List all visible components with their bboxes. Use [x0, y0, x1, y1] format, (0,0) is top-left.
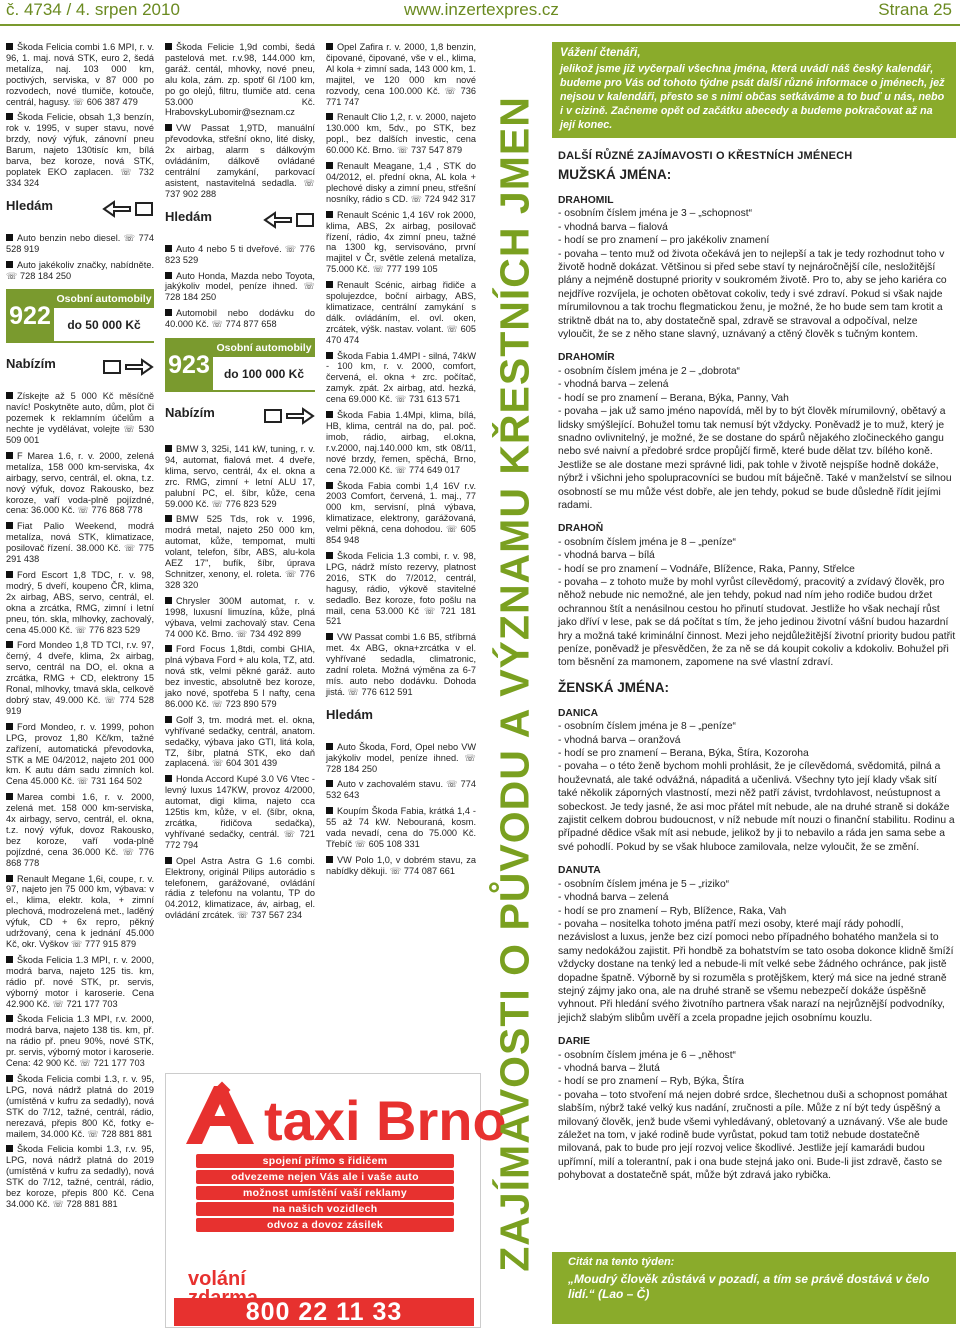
name-entry — [558, 194, 956, 341]
bullet-square-icon — [326, 352, 333, 359]
classified-ad — [6, 451, 154, 516]
bullet-square-icon — [326, 162, 333, 169]
name-detail: - hodí se pro znamení – Ryb, Blížence, Raka, Vah — [558, 905, 787, 917]
ad-text: Ford Mondeo 1,8 TD TCI, r.v. 97, černý, 4 dveře, klima, 2x airbag, servo, centrál na DO, el. okna a zrcátka, RMG + CD, elektrony 15 Ronal, mlhovky, tmavá skla, celkově dobrý stav, 49.000 Kč. ☏ 774 528 919 — [6, 640, 154, 716]
ads-group — [6, 233, 154, 282]
bullet-square-icon — [165, 645, 172, 652]
classified-ad — [165, 596, 315, 640]
ad-text: Automobil nebo dodávku do 40.000 Kč. ☏ 774 877 658 — [165, 308, 315, 330]
classified-ad — [6, 42, 154, 107]
page-header — [0, 0, 960, 26]
ad-text: Škoda Fabia 1.4Mpi, klima, bílá, HB, klima, centrál na do, pal. poč. imob, rádio, airbag, el.okna, r.v.2000, naj.140.000 km, stk 08/11, nové brzdy, řemen, spěchá, Brno, cena 72.000 Kč. ☏ 774 649 017 — [326, 410, 476, 475]
name-detail: - hodí se pro znamení – pro jakékoliv znamení — [558, 235, 770, 247]
ads-group — [326, 42, 476, 698]
bullet-square-icon — [165, 445, 172, 452]
classified-ad — [165, 271, 315, 304]
free-call-label: volání — [188, 1268, 246, 1290]
ads-group — [165, 42, 315, 200]
header-divider — [0, 24, 960, 26]
classified-ad — [326, 855, 476, 877]
bullet-square-icon — [165, 245, 172, 252]
service-item: odvoz a dovoz zásilek — [196, 1218, 454, 1232]
classified-ad — [326, 742, 476, 775]
bullet-square-icon — [6, 392, 13, 399]
ads-group — [165, 244, 315, 330]
category-number: 922 — [6, 291, 54, 341]
classified-ad — [165, 774, 315, 850]
ad-text: Ford Mondeo, r. v. 1999, pohon LPG, provoz 1,80 Kč/km, tažné zařízení, automatická převodovka, STK a ME 04/2012, najeto 201 000 km. K autu dám sadu zimních kol. Cena 45.000 Kč. ☏ 731 164 502 — [6, 721, 154, 787]
classified-ad — [6, 260, 154, 282]
ad-text: Renault Scénic 1,4 16V rok 2000, klima, ABS, 2x airbag, posilovač řízení, rádio, 4x zimní pneu, tažné na 1300 kg, servisováno, první majitel v Čr, světle zelená metalíza, 75.000 Kč. ☏ 777 199 105 — [326, 209, 476, 275]
name-entry — [558, 1035, 956, 1182]
classified-ad — [6, 521, 154, 565]
bullet-square-icon — [165, 716, 172, 723]
classified-ad — [6, 722, 154, 787]
section-nabizim — [165, 404, 315, 428]
bullet-square-icon — [6, 793, 13, 800]
classified-ad — [165, 308, 315, 330]
intro-greeting: Vážení čtenáři, — [560, 47, 641, 59]
name-detail: - povaha – o této ženě bychom mohli prohlásit, že je cílevědomá, svědomitá, pilná a houževnatá, ale také odvážná, nápaditá a učenlivá. Všechny tyto její klady však sití také několik záporných vlastností, mezi něž patří závist, tvrdohlavost, neústupnost a sobeckost. Je tedy jasné, že asi moc přátel mít nebude, ale na druhé straně si dokáže zajistit celkem dobrou budoucnost, v níž nebude mít nouzi o finanční stabilitu. Rodinu a případné dědice však mít asi nebude, jelikož by ji to nebavilo a ráda jen sama sebe a své pohodlí. Pokud by se však hluboce zamilovala, nelze vyloučit, že se změní. — [558, 761, 955, 853]
classified-ad — [326, 779, 476, 801]
section-hledam — [6, 197, 154, 221]
ad-text: Renault Megane 1,6i, coupe, r. v. 97, najeto jen 75 000 km, výbava: v el., klima, elektr. kola, + zimní plechová, modrozelená met., laděný výfuk, CD + 6x repro, pěkný udržovaný, cena k jednání 45.000 Kč, okr. Vyškov ☏ 777 915 879 — [6, 873, 154, 949]
ad-text: Marea combi 1.6, r. v. 2000, zelená met. 158 000 km-serviska, 4x airbagy, servo, centrál, el. okna, t.z. nový výfuk, dovoz Rakousko, bez koroze, vaří voda-plně pojízdné, cena 36.000 Kč. ☏ 776 868 778 — [6, 792, 154, 868]
article-subtitle: DALŠÍ RŮZNÉ ZAJÍMAVOSTI O KŘESTNÍCH JMÉNECH — [558, 150, 853, 162]
weekly-quote — [552, 1252, 956, 1324]
ad-text: BMW 3, 325i, 141 kW, tuning, r. v. 94, automat, fialová met. 4 dveře, klima, servo, centrál, 4x el. okna a zrc. RMG, zimní + letní ALU 17, palubní PC, el. šíbr, kůže, cena 59.000 Kč. ☏ 776 823 529 — [165, 444, 315, 509]
vertical-title-text: ZAJÍMAVOSTI O PŮVODU A VÝZNAMU KŘESTNÍCH JMEN — [491, 96, 538, 1272]
service-item: na našich vozidlech — [196, 1202, 454, 1216]
ad-text: Opel Astra Astra G 1.6 combi. Elektrony, originál Pilips autorádio s telefonem, garážované, ovládání rádia z telefonu na volantu, TP do 04.2012, klimatizace, áv, airbag, el. ovládání zrcátek. ☏ 737 567 234 — [165, 855, 315, 921]
classified-ad — [165, 444, 315, 509]
bullet-square-icon — [326, 780, 333, 787]
bullet-square-icon — [326, 552, 333, 559]
ad-text: Ford Escort 1,8 TDC, r. v. 98, modrý, 5 dveří, koupeno ČR, klima, 2x airbag, ABS, servo, centrál, el. okna a zrcátka, RMG, zimní i letní pneu, tón. skla, mlhovky, zachovalý, cena 45.000 Kč. ☏ 776 823 529 — [6, 570, 154, 635]
name-detail: - vhodná barva – zelená — [558, 892, 669, 904]
classified-ad — [6, 570, 154, 635]
category-price: do 100 000 Kč — [223, 367, 305, 382]
ad-text: Škoda Felicia combi 1.6 MPI, r. v. 96, 1. maj. nová STK, euro 2, šedá metalíza, naj. 103 000 km, poctivých, serviska, v 87 000 po rozvodech, nové tlumiče, kotouče, centrál, hagusy. ☏ 606 387 479 — [6, 42, 154, 107]
bullet-square-icon — [6, 571, 13, 578]
ad-text: Fiat Palio Weekend, modrá metalíza, nová STK, klimatizace, posilovač řízení. 38.000 Kč. ☏ 775 291 438 — [6, 521, 154, 565]
bullet-square-icon — [6, 875, 13, 882]
ad-text: Auto 4 nebo 5 ti dveřové. ☏ 776 823 529 — [165, 243, 315, 265]
classified-ad — [6, 1074, 154, 1139]
website-link[interactable]: www.inzertexpres.cz — [404, 0, 559, 19]
classified-ad — [165, 123, 315, 199]
name-detail: - povaha – tento muž od života očekává jen to nejlepší a tak je tedy rozhodnut toho v životě hodně dokázat. Většinou si před sebe staví ty nejnáročnější cíle, nesložitější plány a nejméně dostupné priority v soukromém životě. Pro to, aby se jeho kariéra co nejdříve rozvíjela, je ochoten obětovat cokoliv, tedy i své zdraví. Pokud si však najde mírumilovnou a tak trochu flegmatickou ženu, je možné, že ho bude sem tam krotit a striktně dbát na to, aby dostatečně spal, zdravě se stravoval a odpočíval, nelze vyloučit, že se z něho stane slavný, uznávaný a ctěný člověk s tučným kontem. — [558, 248, 947, 341]
classified-ad — [6, 955, 154, 1010]
classified-ad — [6, 1014, 154, 1069]
ad-text: Škoda Fabia combi 1,4 16V r.v. 2003 Comfort, červená, 1. maj., 77 000 km, servisní, plná výbava, klimatizace, elektrony, garážovaná, velmi pěkná, cena dohodou. ☏ 605 854 948 — [326, 480, 476, 546]
page-number: Strana 25 — [878, 0, 952, 19]
ad-text: VW Polo 1,0, v dobrém stavu, za nabídky děkuji. ☏ 774 087 661 — [326, 854, 476, 876]
name-detail: - hodí se pro znamení – Ryb, Býka, Štíra — [558, 1076, 745, 1088]
section-nabizim — [6, 355, 154, 379]
ad-text: Škoda Felicia 1.3 combi, r. v. 98, LPG, nádrž místo rezervy, platnost 2016, STK do 7/2012, centrál, hagusy, rádio, výkově stavitelné sedadlo. Bez koroze, foto pošlu na mail, cena 53.000 Kč ☏ 721 181 521 — [326, 550, 476, 627]
section-label: Nabízím — [165, 405, 215, 421]
quote-text: „Moudrý člověk zůstává v pozadí, a tím se právě dostává v čelo lidí.“ (Lao – Č) — [568, 1272, 930, 1301]
classifieds-column-2-continued — [165, 444, 315, 1064]
classifieds-column-1 — [6, 42, 154, 1324]
taxi-logo — [180, 1082, 507, 1152]
bullet-square-icon — [6, 956, 13, 963]
ad-text: BMW 525 Tds, rok v. 1996, modrá metal, najeto 250 000 km, automat, kůže, tempomat, multi volant, telefon, šíbr, ABS, alu-kola AEZ 17", bufík, šíbr, úprava Schnitzer, xenony, el. roleta. ☏ 776 328 320 — [165, 514, 315, 590]
name-detail: - osobním číslem jména je 8 – „peníze“ — [558, 536, 736, 548]
ad-text: Renault Scénic, airbag řidiče a spolujezdce, boční airbagy, ABS, klimatizace, centrální zamykání s dálk. ovládáním, el. ovl. oken, zrcátek, výšk. nastav. volant. ☏ 605 470 474 — [326, 280, 476, 345]
section-hledam — [326, 706, 476, 730]
name-title: DANUTA — [558, 865, 601, 877]
bullet-square-icon — [326, 482, 333, 489]
classified-ad — [326, 351, 476, 406]
vertical-title — [486, 44, 544, 1324]
ad-text: Škoda Felicie 1,9d combi, šedá pastelová met. r.v.98, 144.000 km, garáž. centál, mhovky, nové pneu, alu kola, zám. zp. spotř 6l /100 km, po go olejů, filtru, tlumiče atd. cena 53.000 Kč. HrabovskyLubomir@seznam.cz — [165, 42, 315, 118]
name-detail: - vhodná barva – bílá — [558, 550, 655, 562]
bullet-square-icon — [165, 857, 172, 864]
bullet-square-icon — [6, 723, 13, 730]
section-label: Hledám — [326, 706, 373, 722]
section-label: Nabízím — [6, 356, 56, 372]
bullet-square-icon — [6, 1015, 13, 1022]
classified-ad — [326, 210, 476, 275]
ad-text: Ford Focus 1,8tdi, combi GHIA, plná výbava Ford + alu kola, TZ, atd. nová stk, velmi pěkné garáž. auto bez investic, absolutně bez koroze, jako nové, spotřeba 5 l nafty, cena 86.000 Kč. ☏ 723 890 579 — [165, 644, 315, 709]
bullet-square-icon — [326, 856, 333, 863]
bullet-square-icon — [165, 124, 172, 131]
name-entry — [558, 707, 956, 854]
name-title: DRAHOMÍR — [558, 352, 615, 364]
name-title: DRAHOMIL — [558, 195, 614, 206]
name-detail: - osobním číslem jména je 2 – „dobrota“ — [558, 365, 740, 377]
name-title: DARIE — [558, 1036, 591, 1048]
name-detail: - hodí se pro znamení – Berana, Býka, Štíra, Kozoroha — [558, 748, 809, 760]
classified-ad — [326, 632, 476, 697]
taxi-brno-ad — [165, 1073, 507, 1328]
classified-ad — [6, 391, 154, 446]
classified-ad — [165, 514, 315, 590]
car-arrow-left-icon — [102, 199, 154, 219]
ad-text: Renault Clio 1,2, r. v. 2000, najeto 130.000 km, 5dv., po STK, bez popl., bez dalších investic, cena 60.000 Kč. Brno. ☏ 737 547 879 — [326, 112, 476, 156]
article-intro — [552, 42, 956, 138]
name-detail: - povaha – nositelka tohoto jména patří mezi osoby, které mají rády pohodlí, nezávislost a luxus, jenže bez cizí pomoci nebo případného bohatého manžela si to samy nedokážou zajistit. Při hondbě za bohatstvím se tato osoba dokonce klidně šmíží vždycky dostane na tenký led a nebude-li mít velké sebe žádného ochránce, pak jistě dopadne špatně. Výborně by si rozuměla s protějškem, který má sice na jedné straně stejný zájmy jako ona, ale na druhé straně se všemu nebezpečí dokáže úspěšně vyhnout. Při hledání svého životního partnera však narazí na nejrůznější podvodníky, jejichž slabým slibům uvěří a zcela propadne jejich osobnímu kouzlu. — [558, 918, 954, 1024]
classified-ad — [165, 244, 315, 266]
bullet-square-icon — [6, 641, 13, 648]
bullet-square-icon — [326, 281, 333, 288]
classified-ad — [165, 644, 315, 709]
name-detail: - hodí se pro znamení – Vodnáře, Blížence, Raka, Panny, Střelce — [558, 563, 855, 575]
ad-text: Škoda Felicia 1.3 MPI, r. v. 2000, modrá barva, najeto 125 tis. km, rádio př. nové STK, pr. servis, výborný motor i karoserie. Cena 42.900 Kč. ☏ 721 177 703 — [6, 954, 154, 1009]
ad-text: Auto v zachovalém stavu. ☏ 774 532 643 — [326, 779, 476, 801]
name-entry — [558, 522, 956, 669]
ad-text: Škoda Fabia 1.4MPI - silná, 74kW - 100 km, r. v. 2000, comfort, červená, el. okna + zrc. počítač, zamyk. zpát. 2x airbag, atd. hezká, cena 69.000 Kč. ☏ 731 613 571 — [326, 350, 476, 405]
service-list — [196, 1154, 454, 1234]
bullet-square-icon — [326, 113, 333, 120]
ad-text: Opel Zafira r. v. 2000, 1,8 benzin, čipované, čipované, vše v el., klima, Al kola + zimní sada, 143 000 km, 1. majitel, ve 120 000 km nové rozvody, cena 100.000 Kč. ☏ 736 771 747 — [326, 42, 476, 107]
bullet-square-icon — [6, 261, 13, 268]
ad-text: Koupím Škoda Fabia, krátká 1,4 - 55 až 74 kW. Nebouraná, kosm. vada nevadí, cena do 75.000 Kč. Třebíč ☏ 605 108 331 — [326, 806, 476, 849]
ad-text: Auto Honda, Mazda nebo Toyota, jakýkoliv model, peníze ihned. ☏ 728 184 250 — [165, 270, 315, 303]
category-badge — [165, 338, 315, 392]
classified-ad — [165, 856, 315, 921]
ad-text: Auto jakékoliv značky, nabídněte. ☏ 728 184 250 — [6, 259, 154, 281]
ad-text: Chrysler 300M automat, r. v. 1998, luxusní limuzína, kůže, plná výbava, velmi zachovalý stav. Cena 74 000 Kč. Brno. ☏ 734 492 899 — [165, 595, 315, 639]
name-detail: - vhodná barva – žlutá — [558, 1062, 660, 1074]
service-item: možnost umístění vaší reklamy — [196, 1186, 454, 1200]
ads-group — [326, 742, 476, 877]
bullet-square-icon — [326, 633, 333, 640]
taxi-phone[interactable]: 800 22 11 33 — [174, 1298, 474, 1326]
category-title: Osobní automobily — [54, 291, 154, 308]
female-names — [552, 707, 956, 1183]
name-detail: - osobním číslem jména je 5 – „riziko“ — [558, 878, 730, 890]
ads-group — [165, 444, 315, 921]
classified-ad — [326, 42, 476, 107]
name-detail: - povaha – jak už samo jméno napovídá, měl by to být člověk mírumilovný, obětavý a lidsky smýšlející. Bohužel tomu tak nemusí být vždycky. Poněvadž je to muž, který je snadno ovlivnitelný, je možné, že se dostane do spárů nějakého zločineckého gangu nebo své naivní a předobré srdce propůjčí firmě, které bude dělat tzv. bílého koně. Jestliže se ale dostane mezi správné lidi, pak tohle v životě nejspíše hodně dokáže, nýbrž i všichni jeho spolupracovníci se budou mít báječně. Také v manželství se silnou osobností se mu může vést dobře, ale jen tehdy, pokud se bude důsledně řídit jejími radami. — [558, 406, 952, 511]
car-arrow-right-icon — [102, 357, 154, 377]
bullet-square-icon — [165, 272, 172, 279]
ad-text: F Marea 1.6, r. v. 2000, zelená metalíza, 158 000 km-serviska, 4x airbagy, servo, centrál, el. okna, t.z. nový výfuk, dovoz Rakousko, bez koroze, vaří voda-plně pojízdné, cena: 36.000 Kč. ☏ 776 868 778 — [6, 450, 154, 516]
name-detail: - povaha – z tohoto muže by mohl vyrůst cílevědomý, pracovitý a zvídavý člověk, pro něhož nebude nic nemožné, ale jen tehdy, pokud nad ním jeho rodiče budou držet ochrannou štít a nenásilnou cestou ho přinutí studovat. Jestliže ho však nechají růst jako dříví v lese, pak se dá počítat s tím, že jeho jedinou životní vášní budou hazardní hry a možná také kriminální činnost. Mezi jeho nejdůležitější životní priority budou patřit peníze, poněvadž je přesvědčen, že za ně se dá koupit cokoliv a kdokoliv. Bohužel při tom běsnění za mamonem, zapomene na své vlastní zdraví. — [558, 576, 956, 669]
bullet-square-icon — [6, 234, 13, 241]
ads-group — [6, 391, 154, 1209]
name-detail: - povaha – toto stvoření má nejen dobré srdce, šlechetnou duši a schopnost pomáhat slabším, nýbrž také velký kus nadání, zručnosti a píle. Může z ní být tedy úspěšný a milovaný člověk, jenž bude všemi vyhledávaný, obletovaný a uznávaný. Vše ale bude záležet na tom, v jaké rodině bude vyrůstat, pokud tam totiž nebude dostatečně milovaná, pak to bude pro její rozvoj velice škodlivé. Jestliže její kamarádi budou upřímní, milí a tolerantní, pak i ona bude stejná jako oni. Bude-li jist zdravě, často se pohybovat a dostatečně spát, může být zdravá jako rybička. — [558, 1089, 948, 1182]
classified-ad — [6, 1144, 154, 1209]
bullet-square-icon — [326, 743, 333, 750]
bullet-square-icon — [326, 43, 333, 50]
classified-ad — [326, 112, 476, 156]
issue-info: č. 4734 / 4. srpen 2010 — [6, 0, 180, 19]
classified-ad — [6, 233, 154, 255]
category-badge — [6, 289, 154, 343]
ad-text: Renault Meagane, 1,4 , STK do 04/2012, el. přední okna, AL kola + plechové disky a zimní pneu, střešní nosníky, rádio s CD. ☏ 724 942 317 — [326, 161, 476, 204]
classified-ad — [326, 161, 476, 205]
section-hledam — [165, 208, 315, 232]
ad-text: Škoda Felicia kombi 1.3, r.v. 95, LPG, nová nádrž platná do 2019 (umístěná v kufru za sedadly), nová STK do 7/12, tažné, centrál, rádio, bez koroze, přepis 800 Kč. Cena 34.000 Kč. ☏ 728 881 881 — [6, 1144, 154, 1209]
name-title: DRAHOŇ — [558, 523, 604, 535]
name-detail: - vhodná barva – fialová — [558, 221, 668, 233]
svg-text:taxi Brno: taxi Brno — [264, 1089, 507, 1152]
ad-text: Auto benzin nebo diesel. ☏ 774 528 919 — [6, 232, 154, 254]
classified-ad — [6, 112, 154, 188]
service-item: spojení přímo s řidičem — [196, 1154, 454, 1168]
ad-text: Škoda Felicia combi 1.3, r. v. 95, LPG, nová nádrž platná do 2019 (umístěná v kufru za sedadly), nová STK do 7/12, tažné, centrál, rádio, nerezavá, přepis 800 Kč, fotky e-mailem, 34.000 Kč. ☏ 728 881 881 — [6, 1073, 154, 1139]
bullet-square-icon — [165, 775, 172, 782]
name-detail: - osobním číslem jména je 8 – „peníze“ — [558, 721, 736, 733]
bullet-square-icon — [165, 597, 172, 604]
ad-text: VW Passat 1,9TD, manuální převodovka, střešní okno, lité disky, 2x airbag, alarm s dálkovým ovládáním, dálkově ovládané centrální zamykání, parkovací asistent, nastavitelná sedadla. ☏ 737 902 288 — [165, 123, 315, 199]
bullet-square-icon — [6, 522, 13, 529]
bullet-square-icon — [165, 43, 172, 50]
name-detail: - vhodná barva – oranžová — [558, 734, 681, 746]
car-arrow-right-icon — [263, 406, 315, 426]
bullet-square-icon — [326, 807, 333, 814]
classified-ad — [6, 792, 154, 868]
classifieds-column-3 — [326, 42, 476, 1108]
classified-ad — [6, 874, 154, 950]
bullet-square-icon — [6, 43, 13, 50]
ad-text: Auto Škoda, Ford, Opel nebo VW jakýkoliv model, peníze ihned. ☏ 728 184 250 — [326, 741, 476, 774]
bullet-square-icon — [6, 113, 13, 120]
name-title: DANICA — [558, 707, 599, 719]
classified-ad — [326, 806, 476, 850]
category-price: do 50 000 Kč — [67, 318, 141, 333]
quote-heading: Citát na tento týden: — [568, 1256, 675, 1268]
bullet-square-icon — [326, 211, 333, 218]
ad-text: Honda Accord Kupé 3.0 V6 Vtec - levný luxus 147KW, provoz 4/2000, automat, digi klima, najeto cca 125tis km, kůže, v el. (šíbr, okna, zrcátka, řidičova sedačka), vyhřívané sedačky, centrál. ☏ 721 772 794 — [165, 774, 315, 850]
classified-ad — [326, 280, 476, 345]
ad-text: Získejte až 5 000 Kč měsíčně navíc! Poskytněte auto, dům, plot či pozemek k reklamním účelům a nechte je vydělávat, volejte ☏ 530 509 001 — [6, 391, 154, 446]
ad-text: Škoda Felicie, obsah 1,3 benzín, rok v. 1995, v super stavu, nové brzdy, nový výfuk, zánovní pneu Barum, najeto 130tisíc km, bílá barva, bez koroze, nová STK, poplatek EKO zaplacen. ☏ 732 334 324 — [6, 112, 154, 188]
bullet-square-icon — [165, 515, 172, 522]
classified-ad — [326, 410, 476, 475]
car-arrow-left-icon — [263, 210, 315, 230]
name-detail: - hodí se pro znamení – Berana, Býka, Panny, Vah — [558, 392, 789, 404]
name-entry — [558, 864, 956, 1025]
classified-ad — [6, 640, 154, 716]
category-number: 923 — [165, 340, 213, 390]
section-label: Hledám — [6, 197, 53, 213]
name-detail: - osobním číslem jména je 3 – „schopnost“ — [558, 208, 753, 220]
ad-text: Golf 3, tm. modrá met. el. okna, vyhřívané sedačky, centrál, anatom. sedačky, výbava jako GTI, litá kola, TZ, šíbr, platná STK, eko daň zaplacená. ☏ 604 301 439 — [165, 714, 315, 769]
name-detail: - osobním číslem jména je 6 – „něhost“ — [558, 1049, 736, 1061]
classified-ad — [165, 715, 315, 770]
classified-ad — [165, 42, 315, 118]
classified-ad — [326, 481, 476, 546]
service-item: odvezeme nejen Vás ale i vaše auto — [196, 1170, 454, 1184]
intro-text: jelikož jsme již vyčerpali všechna jména, která uvádí náš český kalendář, budeme pro Vás od tohoto týdne psát další různé informace o jménech, jež nejsou v kalendáři, přesto se s nimi občas setkáváme a to buď u nás, nebo i v cizině. Začneme opět od začátku abecedy a budeme pokračovat až na její konec. — [560, 63, 945, 131]
category-title: Osobní automobily — [213, 340, 315, 357]
bullet-square-icon — [165, 309, 172, 316]
male-names-heading: MUŽSKÁ JMÉNA: — [558, 167, 672, 182]
ad-text: VW Passat combi 1.6 B5, stříbrná met. 4x ABG, okna+zrcátka v el. vyhřívané sedadla, climatronic, zadní roleta. Možná výměna za 6-7 mís. auto nebo dodávku. Dohoda jistá. ☏ 776 612 591 — [326, 632, 476, 697]
ad-text: Škoda Felicia 1.3 MPI, r.v. 2000, modrá barva, najeto 138 tis. km, př. na rádio př. pneu 90%, nové STK, pr. servis, výborný motor i karoserie. Cena: 42 900 Kč. ☏ 721 177 703 — [6, 1014, 154, 1069]
names-article — [552, 42, 956, 1324]
bullet-square-icon — [326, 411, 333, 418]
bullet-square-icon — [6, 1075, 13, 1082]
bullet-square-icon — [6, 452, 13, 459]
classified-ad — [326, 551, 476, 627]
female-names-heading: ŽENSKÁ JMÉNA: — [558, 679, 670, 695]
bullet-square-icon — [6, 1145, 13, 1152]
male-names — [552, 194, 956, 670]
name-detail: - vhodná barva – zelená — [558, 379, 669, 391]
section-label: Hledám — [165, 208, 212, 224]
ads-group — [6, 42, 154, 189]
name-entry — [558, 351, 956, 512]
